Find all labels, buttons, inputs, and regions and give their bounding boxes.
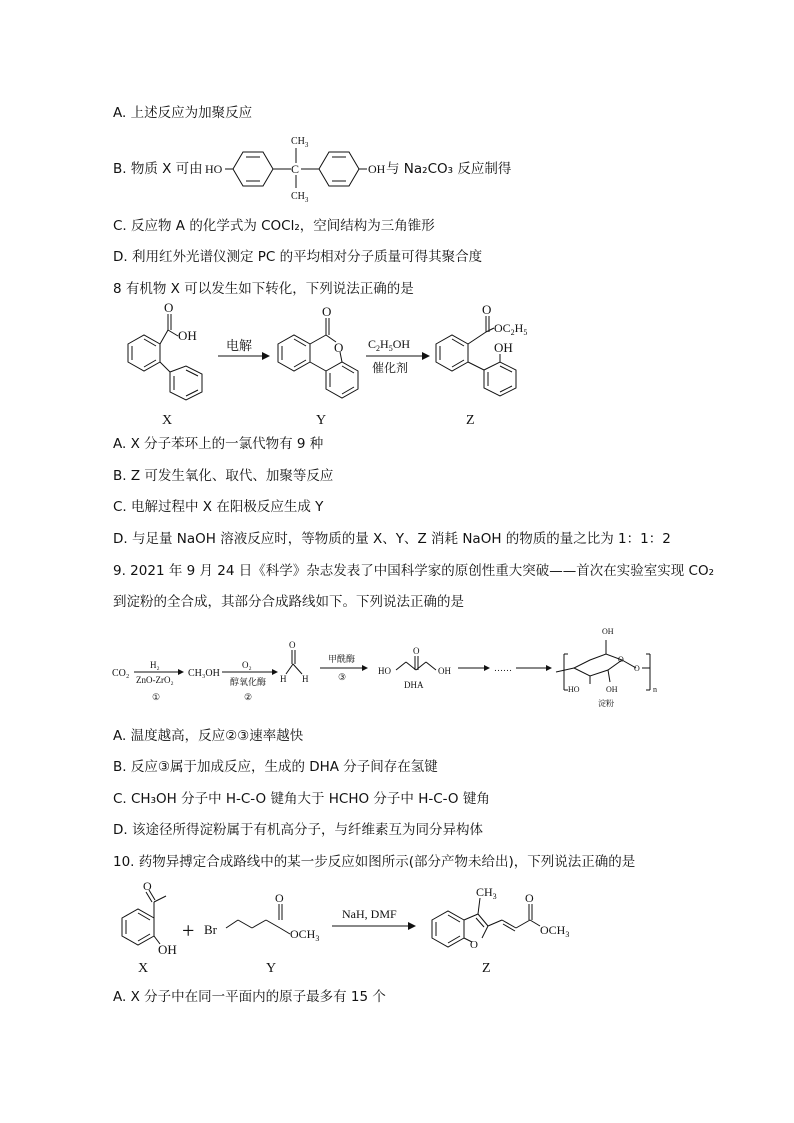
- svg-text:HO: HO: [568, 685, 580, 694]
- bpa-oh: OH: [368, 162, 386, 176]
- svg-text:OH: OH: [602, 627, 614, 636]
- svg-text:OCH3: $OCH_3$: [540, 923, 570, 939]
- q8-arrow1-label: 电解: [226, 339, 253, 354]
- q9-stem-line2: 到淀粉的全合成，其部分合成路线如下。下列说法正确的是: [113, 594, 464, 610]
- svg-text:OC2H5: $OC_2H_5$: [494, 321, 528, 337]
- svg-text:O: O: [634, 664, 640, 673]
- q8-option-b: B. Z 可发生氧化、取代、加聚等反应: [113, 468, 334, 484]
- svg-text:H: H: [280, 674, 287, 684]
- q9-option-c: C. CH₃OH 分子中 H-C-O 键角大于 HCHO 分子中 H-C-O 键角: [113, 791, 490, 807]
- q8-arrow2-bottom: 催化剂: [372, 361, 409, 375]
- bpa-ho: HO: [205, 162, 223, 176]
- q10-plus: +: [182, 918, 195, 943]
- svg-text:O: O: [334, 340, 344, 355]
- q9-synthesis-route: [112, 620, 672, 712]
- q10-label-y: Y: [266, 961, 277, 976]
- q8-stem: 8 有机物 X 可以发生如下转化，下列说法正确的是: [113, 281, 414, 297]
- svg-text:O: O: [482, 302, 492, 317]
- svg-text:O: O: [289, 640, 296, 650]
- svg-text:O: O: [322, 304, 332, 319]
- svg-text:CH3: $CH_3$: [291, 191, 309, 204]
- q10-reaction-scheme: [110, 878, 580, 978]
- q8-label-z: Z: [466, 413, 475, 428]
- q10-option-a: A. X 分子中在同一平面内的原子最多有 15 个: [113, 989, 386, 1005]
- svg-text:CH₃OH: CH₃OH: [188, 668, 220, 679]
- q10-label-x: X: [138, 961, 149, 976]
- svg-text:CH3: $CH_3$: [476, 885, 497, 901]
- svg-text:OH: OH: [178, 328, 197, 343]
- q9-stem-line1: 9. 2021 年 9 月 24 日《科学》杂志发表了中国科学家的原创性重大突破——首次在实验室实现 CO₂: [113, 563, 715, 579]
- svg-text:O: O: [470, 939, 478, 951]
- svg-text:Br: Br: [204, 922, 217, 937]
- svg-text:OH: OH: [606, 685, 618, 694]
- q10-stem: 10. 药物异搏定合成路线中的某一步反应如图所示(部分产物未给出)，下列说法正确的是: [113, 854, 636, 870]
- q8-option-c: C. 电解过程中 X 在阳极反应生成 Y: [113, 499, 324, 515]
- q7-option-c: C. 反应物 A 的化学式为 COCl₂，空间结构为三角锥形: [113, 218, 435, 234]
- q8-reaction-scheme: [110, 300, 560, 430]
- svg-text:……: ……: [494, 663, 512, 673]
- svg-text:O: O: [164, 300, 174, 315]
- bpa-center-c: C: [291, 162, 300, 176]
- q8-option-a: A. X 分子苯环上的一氯代物有 9 种: [113, 436, 324, 452]
- svg-text:醇氧化酶: 醇氧化酶: [230, 678, 267, 688]
- q7-option-b: [113, 159, 203, 179]
- svg-text:n: n: [653, 685, 657, 694]
- svg-text:O: O: [275, 891, 284, 905]
- svg-text:OH: OH: [494, 340, 513, 355]
- svg-text:CO₂: CO₂: [112, 668, 130, 679]
- q9-option-d: D. 该途径所得淀粉属于有机高分子，与纤维素互为同分异构体: [113, 822, 483, 838]
- svg-text:②: ②: [244, 692, 253, 702]
- q8-label-y: Y: [316, 413, 327, 428]
- q9-option-b: B. 反应③属于加成反应，生成的 DHA 分子间存在氢键: [113, 759, 438, 775]
- svg-text:③: ③: [338, 672, 347, 682]
- svg-text:①: ①: [152, 692, 161, 702]
- svg-text:淀粉: 淀粉: [598, 699, 614, 708]
- svg-text:O₂: O₂: [242, 660, 252, 670]
- q7-option-b-suffix: 与 Na₂CO₃ 反应制得: [386, 161, 512, 177]
- q10-molecule-z: [432, 898, 540, 947]
- q7-option-a: A. 上述反应为加聚反应: [113, 105, 253, 121]
- svg-text:CH3: $CH_3$: [291, 136, 309, 149]
- q10-arrow-label: NaH, DMF: [342, 907, 397, 921]
- svg-text:ZnO-ZrO₂: ZnO-ZrO₂: [136, 675, 174, 685]
- svg-text:O: O: [143, 879, 152, 893]
- svg-text:DHA: DHA: [404, 680, 424, 690]
- svg-text:OH: OH: [158, 942, 177, 957]
- q7-option-d: D. 利用红外光谱仪测定 PC 的平均相对分子质量可得其聚合度: [113, 249, 483, 265]
- q8-arrow2-top: $C_2H_5OH$: [368, 337, 411, 353]
- svg-text:OH: OH: [438, 666, 451, 676]
- q8-molecule-y: [278, 318, 358, 398]
- q8-option-d: D. 与足量 NaOH 溶液反应时，等物质的量 X、Y、Z 消耗 NaOH 的物质的量之比为 1：1：2: [113, 531, 671, 547]
- svg-text:H: H: [302, 674, 309, 684]
- q8-label-x: X: [162, 413, 173, 428]
- q9-option-a: A. 温度越高，反应②③速率越快: [113, 728, 304, 744]
- svg-text:O: O: [413, 646, 420, 656]
- q7-option-b-prefix: B. 物质 X 可由: [113, 161, 203, 177]
- q10-molecule-x: [122, 890, 166, 945]
- q10-molecule-y: [226, 904, 290, 934]
- q8-molecule-x: [128, 314, 202, 400]
- svg-text:O: O: [618, 655, 624, 664]
- q10-label-z: Z: [482, 961, 491, 976]
- svg-text:HO: HO: [378, 666, 391, 676]
- svg-text:甲酰酶: 甲酰酶: [328, 655, 356, 665]
- svg-text:H₂: H₂: [150, 660, 160, 670]
- svg-text:OCH3: $OCH_3$: [290, 927, 320, 943]
- bisphenol-structure: [205, 132, 410, 204]
- svg-text:O: O: [525, 891, 534, 905]
